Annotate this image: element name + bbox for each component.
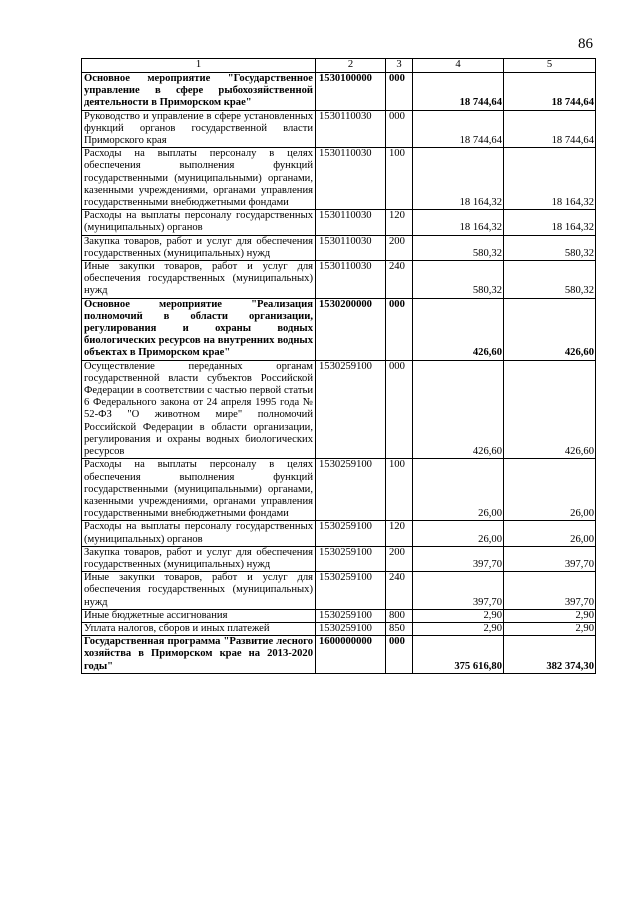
target-code-cell: 1600000000 bbox=[316, 636, 386, 674]
target-code-cell: 1530259100 bbox=[316, 609, 386, 622]
expense-kind-cell: 100 bbox=[386, 459, 413, 521]
row-name-cell: Основное мероприятие "Государственное управление в сфере рыбохозяйственной деятельности в Приморском крае" bbox=[82, 73, 316, 111]
target-code-cell: 1530259100 bbox=[316, 360, 386, 459]
amount-2020-cell: 426,60 bbox=[504, 298, 596, 360]
expense-kind-cell: 100 bbox=[386, 148, 413, 210]
amount-2019-cell: 2,90 bbox=[413, 609, 504, 622]
table-row bbox=[82, 521, 596, 546]
amount-2020-cell: 26,00 bbox=[504, 521, 596, 546]
row-name-cell: Иные закупки товаров, работ и услуг для обеспечения государственных (муниципальных) нужд bbox=[82, 261, 316, 299]
amount-2020-cell: 2,90 bbox=[504, 622, 596, 635]
table-row bbox=[82, 360, 596, 459]
amount-2019-cell: 580,32 bbox=[413, 235, 504, 260]
expense-kind-cell: 200 bbox=[386, 546, 413, 571]
amount-2019-cell: 26,00 bbox=[413, 521, 504, 546]
expense-kind-cell: 120 bbox=[386, 521, 413, 546]
table-row bbox=[82, 261, 596, 299]
target-code-cell: 1530259100 bbox=[316, 622, 386, 635]
row-name-cell: Расходы на выплаты персоналу государственных (муниципальных) органов bbox=[82, 521, 316, 546]
target-code-cell: 1530200000 bbox=[316, 298, 386, 360]
header-col-5: 5 bbox=[504, 59, 596, 73]
amount-2019-cell: 580,32 bbox=[413, 261, 504, 299]
amount-2020-cell: 18 744,64 bbox=[504, 110, 596, 148]
table-row bbox=[82, 459, 596, 521]
amount-2020-cell: 397,70 bbox=[504, 572, 596, 610]
row-name-cell: Закупка товаров, работ и услуг для обеспечения государственных (муниципальных) нужд bbox=[82, 235, 316, 260]
amount-2019-cell: 426,60 bbox=[413, 360, 504, 459]
row-name-cell: Расходы на выплаты персоналу государственных (муниципальных) органов bbox=[82, 210, 316, 235]
row-name-cell: Руководство и управление в сфере установленных функций органов государственной власти Приморского края bbox=[82, 110, 316, 148]
amount-2019-cell: 2,90 bbox=[413, 622, 504, 635]
page-number: 86 bbox=[578, 36, 593, 52]
target-code-cell: 1530110030 bbox=[316, 148, 386, 210]
expense-kind-cell: 120 bbox=[386, 210, 413, 235]
amount-2020-cell: 26,00 bbox=[504, 459, 596, 521]
amount-2020-cell: 18 164,32 bbox=[504, 148, 596, 210]
expense-kind-cell: 240 bbox=[386, 572, 413, 610]
header-col-1: 1 bbox=[82, 59, 316, 73]
table-row bbox=[82, 148, 596, 210]
table-row bbox=[82, 572, 596, 610]
target-code-cell: 1530110030 bbox=[316, 210, 386, 235]
target-code-cell: 1530100000 bbox=[316, 73, 386, 111]
table-row bbox=[82, 546, 596, 571]
expense-kind-cell: 800 bbox=[386, 609, 413, 622]
row-name-cell: Иные закупки товаров, работ и услуг для обеспечения государственных (муниципальных) нужд bbox=[82, 572, 316, 610]
target-code-cell: 1530110030 bbox=[316, 261, 386, 299]
amount-2020-cell: 2,90 bbox=[504, 609, 596, 622]
amount-2020-cell: 580,32 bbox=[504, 261, 596, 299]
target-code-cell: 1530259100 bbox=[316, 459, 386, 521]
table-body bbox=[82, 73, 596, 674]
table-row bbox=[82, 609, 596, 622]
target-code-cell: 1530110030 bbox=[316, 235, 386, 260]
header-col-2: 2 bbox=[316, 59, 386, 73]
amount-2020-cell: 18 744,64 bbox=[504, 73, 596, 111]
amount-2019-cell: 18 744,64 bbox=[413, 73, 504, 111]
amount-2020-cell: 426,60 bbox=[504, 360, 596, 459]
table-row bbox=[82, 73, 596, 111]
row-name-cell: Иные бюджетные ассигнования bbox=[82, 609, 316, 622]
row-name-cell: Расходы на выплаты персоналу в целях обеспечения выполнения функций государственными (муниципальными) органами, казенными учреждениями, органами управления государственными внебюджетными фондами bbox=[82, 459, 316, 521]
amount-2019-cell: 26,00 bbox=[413, 459, 504, 521]
amount-2019-cell: 397,70 bbox=[413, 546, 504, 571]
expense-kind-cell: 000 bbox=[386, 298, 413, 360]
table-row bbox=[82, 636, 596, 674]
target-code-cell: 1530259100 bbox=[316, 546, 386, 571]
amount-2019-cell: 18 164,32 bbox=[413, 148, 504, 210]
row-name-cell: Закупка товаров, работ и услуг для обеспечения государственных (муниципальных) нужд bbox=[82, 546, 316, 571]
row-name-cell: Уплата налогов, сборов и иных платежей bbox=[82, 622, 316, 635]
amount-2020-cell: 382 374,30 bbox=[504, 636, 596, 674]
header-col-3: 3 bbox=[386, 59, 413, 73]
target-code-cell: 1530110030 bbox=[316, 110, 386, 148]
header-row bbox=[82, 59, 596, 73]
expense-kind-cell: 000 bbox=[386, 636, 413, 674]
expense-kind-cell: 000 bbox=[386, 360, 413, 459]
row-name-cell: Основное мероприятие "Реализация полномочий в области организации, регулирования и охраны водных биологических ресурсов на внутренних водных объектах в Приморском крае" bbox=[82, 298, 316, 360]
expense-kind-cell: 240 bbox=[386, 261, 413, 299]
table-row bbox=[82, 622, 596, 635]
row-name-cell: Государственная программа "Развитие лесного хозяйства в Приморском крае на 2013-2020 годы" bbox=[82, 636, 316, 674]
row-name-cell: Расходы на выплаты персоналу в целях обеспечения выполнения функций государственными (муниципальными) органами, казенными учреждениями, органами управления государственными внебюджетными фондами bbox=[82, 148, 316, 210]
amount-2019-cell: 18 744,64 bbox=[413, 110, 504, 148]
row-name-cell: Осуществление переданных органам государственной власти субъектов Российской Федерации в соответствии с частью первой статьи 6 Федерального закона от 24 апреля 1995 года № 52-ФЗ "О животном мире" полномочий Российской Федерации в области организации, регулирования и охраны водных биологических ресурсов bbox=[82, 360, 316, 459]
amount-2019-cell: 397,70 bbox=[413, 572, 504, 610]
table-row bbox=[82, 210, 596, 235]
expense-kind-cell: 850 bbox=[386, 622, 413, 635]
table-row bbox=[82, 298, 596, 360]
amount-2020-cell: 580,32 bbox=[504, 235, 596, 260]
target-code-cell: 1530259100 bbox=[316, 521, 386, 546]
target-code-cell: 1530259100 bbox=[316, 572, 386, 610]
amount-2020-cell: 397,70 bbox=[504, 546, 596, 571]
amount-2020-cell: 18 164,32 bbox=[504, 210, 596, 235]
budget-table bbox=[81, 58, 596, 674]
amount-2019-cell: 18 164,32 bbox=[413, 210, 504, 235]
header-col-4: 4 bbox=[413, 59, 504, 73]
amount-2019-cell: 426,60 bbox=[413, 298, 504, 360]
expense-kind-cell: 000 bbox=[386, 73, 413, 111]
expense-kind-cell: 200 bbox=[386, 235, 413, 260]
amount-2019-cell: 375 616,80 bbox=[413, 636, 504, 674]
table-row bbox=[82, 235, 596, 260]
table-row bbox=[82, 110, 596, 148]
expense-kind-cell: 000 bbox=[386, 110, 413, 148]
